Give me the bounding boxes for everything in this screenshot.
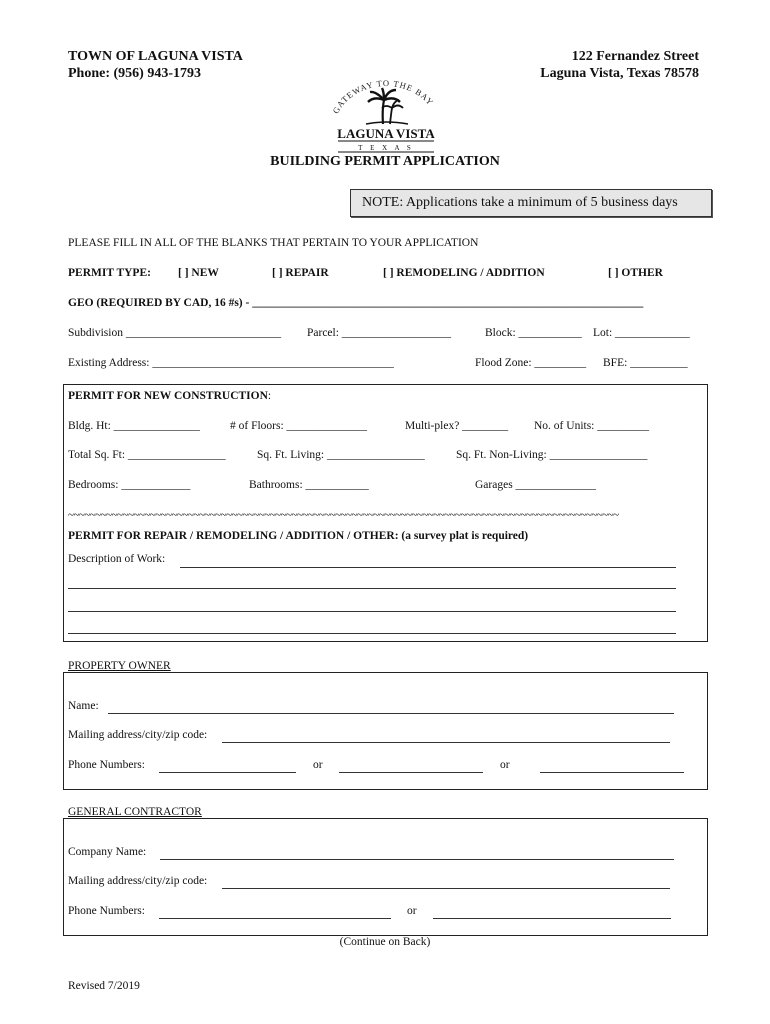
geo-field[interactable]: GEO (REQUIRED BY CAD, 16 #s) - ____________________________________________________________________	[68, 297, 644, 309]
or-label: or	[500, 759, 510, 771]
company-name-label: Company Name:	[68, 846, 147, 858]
contractor-phone-field[interactable]	[159, 918, 391, 919]
town-logo	[326, 78, 446, 154]
revision-date: Revised 7/2019	[68, 980, 140, 992]
contractor-heading: GENERAL CONTRACTOR	[68, 806, 202, 818]
sqft-living-field[interactable]: Sq. Ft. Living: _________________	[257, 449, 425, 461]
multiplex-field[interactable]: Multi-plex? ________	[405, 420, 509, 432]
description-label: Description of Work:	[68, 553, 166, 565]
form-title: BUILDING PERMIT APPLICATION	[270, 154, 500, 169]
sqft-nonliving-field[interactable]: Sq. Ft. Non-Living: _________________	[456, 449, 648, 461]
permit-type-other[interactable]: [ ] OTHER	[608, 267, 663, 279]
subdivision-field[interactable]: Subdivision ___________________________	[68, 327, 282, 339]
owner-mailing-label: Mailing address/city/zip code:	[68, 729, 208, 741]
owner-mailing-field[interactable]	[222, 742, 670, 743]
note-box	[350, 189, 712, 217]
bedrooms-field[interactable]: Bedrooms: ____________	[68, 479, 191, 491]
note-text: NOTE: Applications take a minimum of 5 business days	[362, 195, 678, 210]
contractor-phone-field[interactable]	[433, 918, 671, 919]
description-line[interactable]	[68, 588, 676, 589]
owner-name-field[interactable]	[108, 713, 674, 714]
description-line[interactable]	[68, 633, 676, 634]
town-name: TOWN OF LAGUNA VISTA	[68, 49, 243, 64]
units-field[interactable]: No. of Units: _________	[534, 420, 649, 432]
lot-field[interactable]: Lot: _____________	[593, 327, 690, 339]
permit-type-new[interactable]: [ ] NEW	[178, 267, 219, 279]
owner-name-label: Name:	[68, 700, 99, 712]
owner-box	[63, 672, 708, 790]
permit-type-repair[interactable]: [ ] REPAIR	[272, 267, 329, 279]
flood-zone-field[interactable]: Flood Zone: _________	[475, 357, 587, 369]
bldg-height-field[interactable]: Bldg. Ht: _______________	[68, 420, 200, 432]
permit-type-remodeling[interactable]: [ ] REMODELING / ADDITION	[383, 267, 545, 279]
continue-note: (Continue on Back)	[339, 936, 431, 948]
owner-phone-label: Phone Numbers:	[68, 759, 145, 771]
owner-phone-field[interactable]	[159, 772, 296, 773]
contractor-mailing-label: Mailing address/city/zip code:	[68, 875, 208, 887]
owner-phone-field[interactable]	[339, 772, 483, 773]
city-address: Laguna Vista, Texas 78578	[540, 66, 699, 81]
repair-heading: PERMIT FOR REPAIR / REMODELING / ADDITION / OTHER: (a survey plat is required)	[68, 530, 529, 542]
garages-field[interactable]: Garages ______________	[475, 479, 597, 491]
new-construction-heading: PERMIT FOR NEW CONSTRUCTION:	[68, 390, 272, 402]
total-sqft-field[interactable]: Total Sq. Ft: _________________	[68, 449, 226, 461]
floors-field[interactable]: # of Floors: ______________	[230, 420, 368, 432]
description-line[interactable]	[180, 567, 676, 568]
section-divider: ~~~~~~~~~~~~~~~~~~~~~~~~~~~~~~~~~~~~~~~~~~~~~~~~~~~~~~~~~~~~~~~~~~~~~~~~~~~~~~~~~~~~~~~~~~~~~~~~~~~~~	[68, 509, 619, 521]
contractor-mailing-field[interactable]	[222, 888, 670, 889]
description-line[interactable]	[68, 611, 676, 612]
permit-details-box	[63, 384, 708, 642]
bfe-field[interactable]: BFE: __________	[603, 357, 688, 369]
owner-heading: PROPERTY OWNER	[68, 660, 171, 672]
svg-text:LAGUNA VISTA: LAGUNA VISTA	[337, 126, 435, 141]
street-address: 122 Fernandez Street	[571, 49, 699, 64]
block-field[interactable]: Block: ___________	[485, 327, 582, 339]
contractor-phone-label: Phone Numbers:	[68, 905, 145, 917]
town-phone: Phone: (956) 943-1793	[68, 66, 201, 81]
contractor-box	[63, 818, 708, 936]
company-name-field[interactable]	[160, 859, 674, 860]
owner-phone-field[interactable]	[540, 772, 684, 773]
or-label: or	[407, 905, 417, 917]
bathrooms-field[interactable]: Bathrooms: ___________	[249, 479, 369, 491]
palm-tree-icon	[326, 78, 446, 154]
parcel-field[interactable]: Parcel: ___________________	[307, 327, 452, 339]
permit-type-label: PERMIT TYPE:	[68, 267, 151, 279]
or-label: or	[313, 759, 323, 771]
svg-text:T E X A S: T E X A S	[358, 144, 414, 152]
address-field[interactable]: Existing Address: __________________________________________	[68, 357, 394, 369]
svg-text:GATEWAY TO THE BAY: GATEWAY TO THE BAY	[330, 78, 436, 116]
instructions: PLEASE FILL IN ALL OF THE BLANKS THAT PERTAIN TO YOUR APPLICATION	[68, 237, 479, 249]
